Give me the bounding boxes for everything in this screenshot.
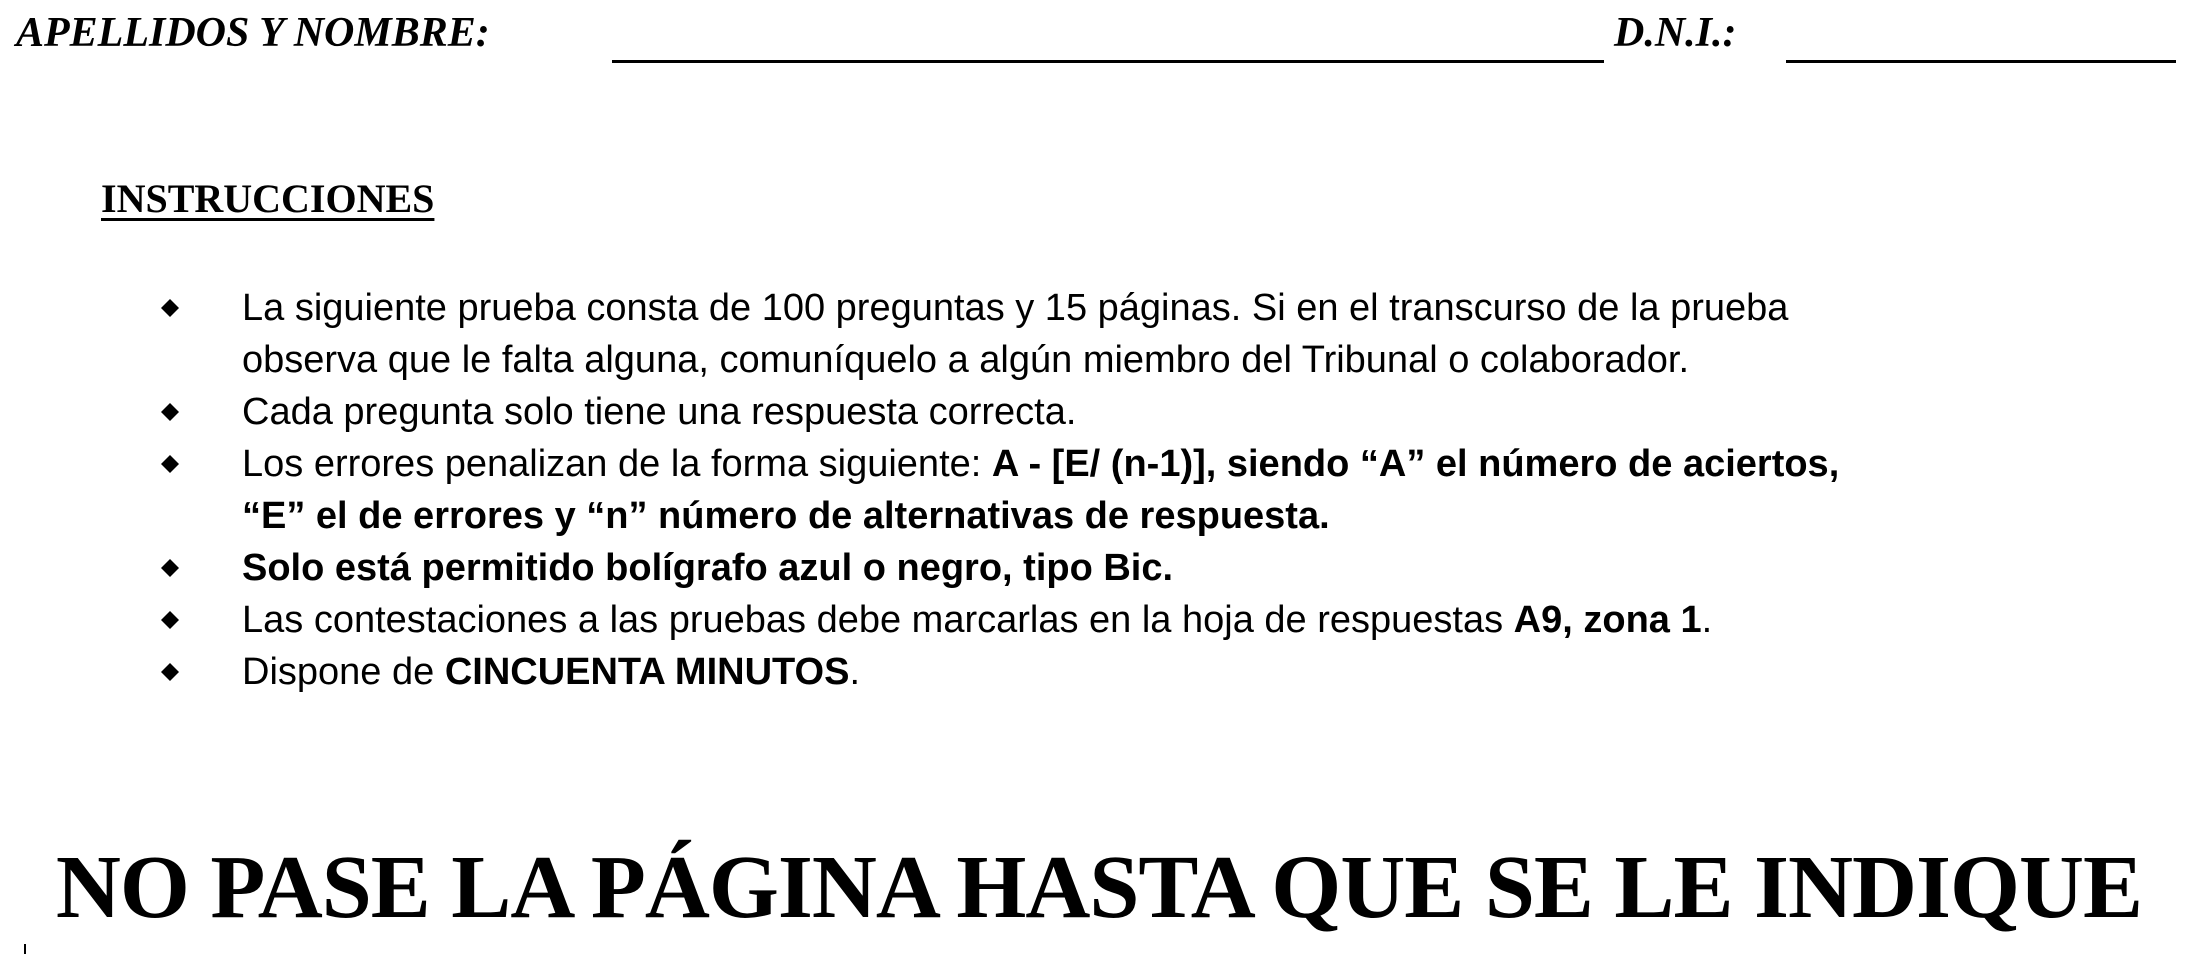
punctuation: . <box>1701 599 1713 641</box>
section-title: INSTRUCCIONES <box>101 176 435 221</box>
text-cursor <box>24 944 26 954</box>
instruction-text: Los errores penalizan de la forma siguiente: <box>242 443 992 485</box>
list-item <box>0 438 2198 542</box>
formula-text: “E” el de errores y “n” número de alternativas de respuesta. <box>242 495 1330 537</box>
instruction-text: observa que le falta alguna, comuníquelo a algún miembro del Tribunal o colaborador. <box>242 339 1690 381</box>
instruction-text: Cada pregunta solo tiene una respuesta correcta. <box>242 391 1077 433</box>
name-field-line[interactable] <box>612 60 1604 63</box>
answer-sheet-code: A9, zona 1 <box>1513 599 1702 641</box>
formula-text: A - [E/ (n-1)], siendo “A” el número de aciertos, <box>991 443 1840 485</box>
instruction-text: Dispone de <box>242 651 445 693</box>
name-label: APELLIDOS Y NOMBRE: <box>16 10 490 56</box>
list-item <box>0 542 2198 594</box>
do-not-turn-page-warning: NO PASE LA PÁGINA HASTA QUE SE LE INDIQUE <box>55 838 2143 937</box>
dni-label: D.N.I.: <box>1614 10 1737 56</box>
list-item <box>0 282 2198 386</box>
instruction-text: La siguiente prueba consta de 100 preguntas y 15 páginas. Si en el transcurso de la prueba <box>242 287 1789 329</box>
diamond-bullet-icon <box>158 400 182 424</box>
diamond-bullet-icon <box>158 296 182 320</box>
dni-field-line[interactable] <box>1786 60 2176 63</box>
instructions-list <box>0 282 2198 698</box>
list-item <box>0 386 2198 438</box>
diamond-bullet-icon <box>158 608 182 632</box>
instruction-text: Solo está permitido bolígrafo azul o negro, tipo Bic. <box>242 547 1174 589</box>
punctuation: . <box>849 651 860 693</box>
diamond-bullet-icon <box>158 452 182 476</box>
list-item <box>0 594 2198 646</box>
diamond-bullet-icon <box>158 556 182 580</box>
list-item <box>0 646 2198 698</box>
exam-header <box>16 8 2182 58</box>
instruction-text: Las contestaciones a las pruebas debe marcarlas en la hoja de respuestas <box>242 599 1514 641</box>
diamond-bullet-icon <box>158 660 182 684</box>
time-limit: CINCUENTA MINUTOS <box>444 651 850 693</box>
